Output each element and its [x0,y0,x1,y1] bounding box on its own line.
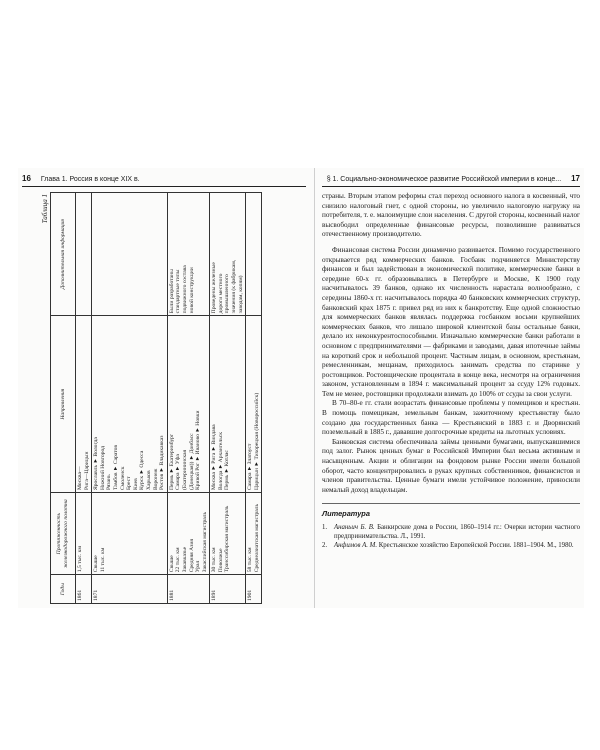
direction-line: (Донецкая)) ► Донбасс [188,433,195,491]
region-line: Среднеазиатская магистраль [253,503,260,573]
direction-line: Царицын ► Тихорецкая (Новороссийск) [253,392,260,491]
length-cell [246,493,262,575]
year-cell: 1871 [92,575,168,604]
direction-line: Самара ► Златоуст [247,443,254,491]
region-line: Закаспийская магистраль [201,511,208,573]
literature-author: Анфимов А. М. [334,541,378,549]
info-line: Проведены железные [211,262,218,314]
paragraph: Банковская система обеспечивала займы ценными бумагами, выпускавшимися под залог. Рынок ценных бумаг в Российской Империи был весьма активным и насыщенным. Акции и облигации на фондовом рынке России имели большой оборот, часто концентрировались в руках крупных собственников, финансистов и членов правительства. Ценные бумаги имели устойчивое положение, приносили немалый доход владельцам. [322,437,580,494]
info-line: значения (к фабрикам, [231,259,238,314]
year-cell: 1901 [246,575,262,604]
length-cell [92,493,168,575]
direction-line: Тамбов ► Саратов [112,444,119,491]
rotated-table [40,192,308,604]
direction-line: Москва ► Рига ► Виндава [211,424,218,491]
right-page-body [322,192,580,550]
direction-line: Брест [126,476,133,491]
directions-cell [167,316,210,493]
table-header-cell: Дополнительная информация [51,193,76,316]
rotated-table-area [40,192,308,604]
direction-line: Рига—Царицын [83,451,90,491]
table-header-cell: Годы [51,575,76,604]
direction-line: (Екатерининская [181,449,188,491]
directions-cell [76,316,92,493]
literature-item [322,524,580,542]
direction-line: Вологда ► Архангельск [217,432,224,491]
right-page-number: 17 [571,174,580,183]
length-line: 30 тыс. км [211,547,218,573]
direction-line: Пермь ► Екатеринбург [168,433,175,491]
paragraph: Финансовая система России динамично развивается. Помимо государственного открывается ряд коммерческих банков. Госбанк подчиняется Министерству финансов и был задействован в экономической политике, коммерческие банки в середине 60-х гг. образовывались в Петербурге и Москве, К 1900 году насчитывалось 39 банков, однако их численность нарастала волнообразно, с середины 1860-х гг. насчитывалось порядка 40 банковских коммерческих структур, банковский крах 1875 г. привел ряд из них к банкротству. Еще одной сложностью для коммерческих банков являлась поддержка госбанком восьми крупнейших коммерческих банков, что лишало широкой клиентской базы остальные банки, делало их неконкурентоспособными. Изначально коммерческие банки работали в основном с предпринимателями — фабриками и заводами, давая ипотечные займы на короткий срок и небольшой процент. Частным лицам, в основном, крестьянам, ремесленникам, мещанам, приходилось занимать средства по старинке у ростовщиков. Ростовщические процентала в конце века, несмотря на ограничения законом, установленным в 1894 г. максимальный процент за ссуду 12% годовых. Тем не менее, ростовщики продолжали взимать до 100% от ссуды за свои услуги. [322,245,580,398]
region-line: Поволжье [217,548,224,573]
info-cell [76,193,92,316]
info-line: дороги местного [217,273,224,314]
region-line: Урал [195,560,202,573]
length-cell [76,493,92,575]
paragraph: В 70–80-е гг. стали возрастать финансовые проблемы у помещиков и крестьян. В помощь помещикам, земельным банкам, зажиточному крестьянству было создано два государственных банка — Крестьянский в 1883 г. и Дворянский поземельный в 1885 г., дававшие долгосрочные кредиты на льготных условиях. [322,399,580,437]
region-line: Закавказье [181,546,188,573]
table-header-cell: Протяженность железнодорожного полотна [51,493,76,575]
table-row [246,193,262,604]
railway-table [50,192,262,604]
info-line: заводам, копям) [237,275,244,314]
info-line: Были разработаны [168,269,175,314]
direction-line: Воронеж [152,468,159,491]
info-line: стандартные типы [175,269,182,314]
page-gutter [314,168,315,608]
direction-line: Ростов ► Владикавказ [159,435,166,491]
table-row [210,193,246,604]
left-running-header [22,172,306,187]
length-line: Свыше [168,555,175,573]
directions-cell [92,316,168,493]
info-line: промышленного [224,274,231,314]
info-cell [210,193,246,316]
right-header-title: § 1. Социально-экономическое развитие Российской империи в конце... [326,176,562,183]
literature-text: Крестьянское хозяйство Европейской России. 1881–1904. М., 1980. [377,541,574,549]
direction-line: Курск ► Одесса [139,450,146,491]
book-spread [18,168,584,608]
literature-title: Литература [322,503,580,519]
region-line: Транссибирская магистраль [224,505,231,573]
literature-author: Ананьич Б. В. [334,524,375,531]
direction-line: Пермь ► Котлас [224,450,231,491]
region-line: Средняя Азия [188,539,195,573]
info-cell [246,193,262,316]
direction-line: Рязань [106,474,113,491]
literature-number: 1. [322,524,328,531]
info-line: подвижного состава [181,265,188,314]
year-cell: 1891 [210,575,246,604]
length-cell [210,493,246,575]
length-line: 11 тыс. км [99,547,106,573]
direction-line: Киев [132,478,139,491]
direction-line: Харьков [145,470,152,491]
length-line: 58 тыс. км [247,547,254,573]
direction-line: Самара ► Уфа [175,454,182,491]
direction-line: Ярославль ► Вологда [93,437,100,491]
table-header-cell: Направления [51,316,76,493]
length-line: Свыше [93,555,100,573]
table-caption: Таблица 1 [41,194,49,224]
direction-line: Кривой Рог ► Иваново ► Новки [195,410,202,491]
length-cell [167,493,210,575]
paragraph: страны. Вторым этапом реформы стал переход основного налога в косвенный, что снизило налоговый гнет, с одной стороны, но увеличило налоговую нагрузку на потребителя, т. е. малоимущие слои населения. С другой стороны, косвенный налог высвободил определенные финансовые ресурсы, позволившие развиваться отечественному производителю. [322,192,580,239]
left-page-number: 16 [22,174,31,183]
table-row [167,193,210,604]
literature-item [322,542,580,551]
length-line: 22 тыс. км [175,547,182,573]
direction-line: Нижний Новгород [99,446,106,491]
table-row [76,193,92,604]
year-cell: 1861 [76,575,92,604]
info-cell [92,193,168,316]
direction-line: Москва— [77,466,83,491]
info-line: новой конструкции [188,267,195,314]
info-cell [167,193,210,316]
table-row [92,193,168,604]
literature-text: Банкирские дома в России, 1860–1914 гг.: Очерки истории частного предпринимательства. Л., 1991. [334,524,580,540]
year-cell: 1881 [167,575,210,604]
left-header-title: Глава 1. Россия в конце XIX в. [40,176,140,183]
directions-cell [210,316,246,493]
directions-cell [246,316,262,493]
literature-number: 2. [322,541,328,549]
length-line: 1,5 тыс. км [77,546,83,573]
direction-line: Смоленск [119,466,126,491]
right-running-header [322,172,580,187]
